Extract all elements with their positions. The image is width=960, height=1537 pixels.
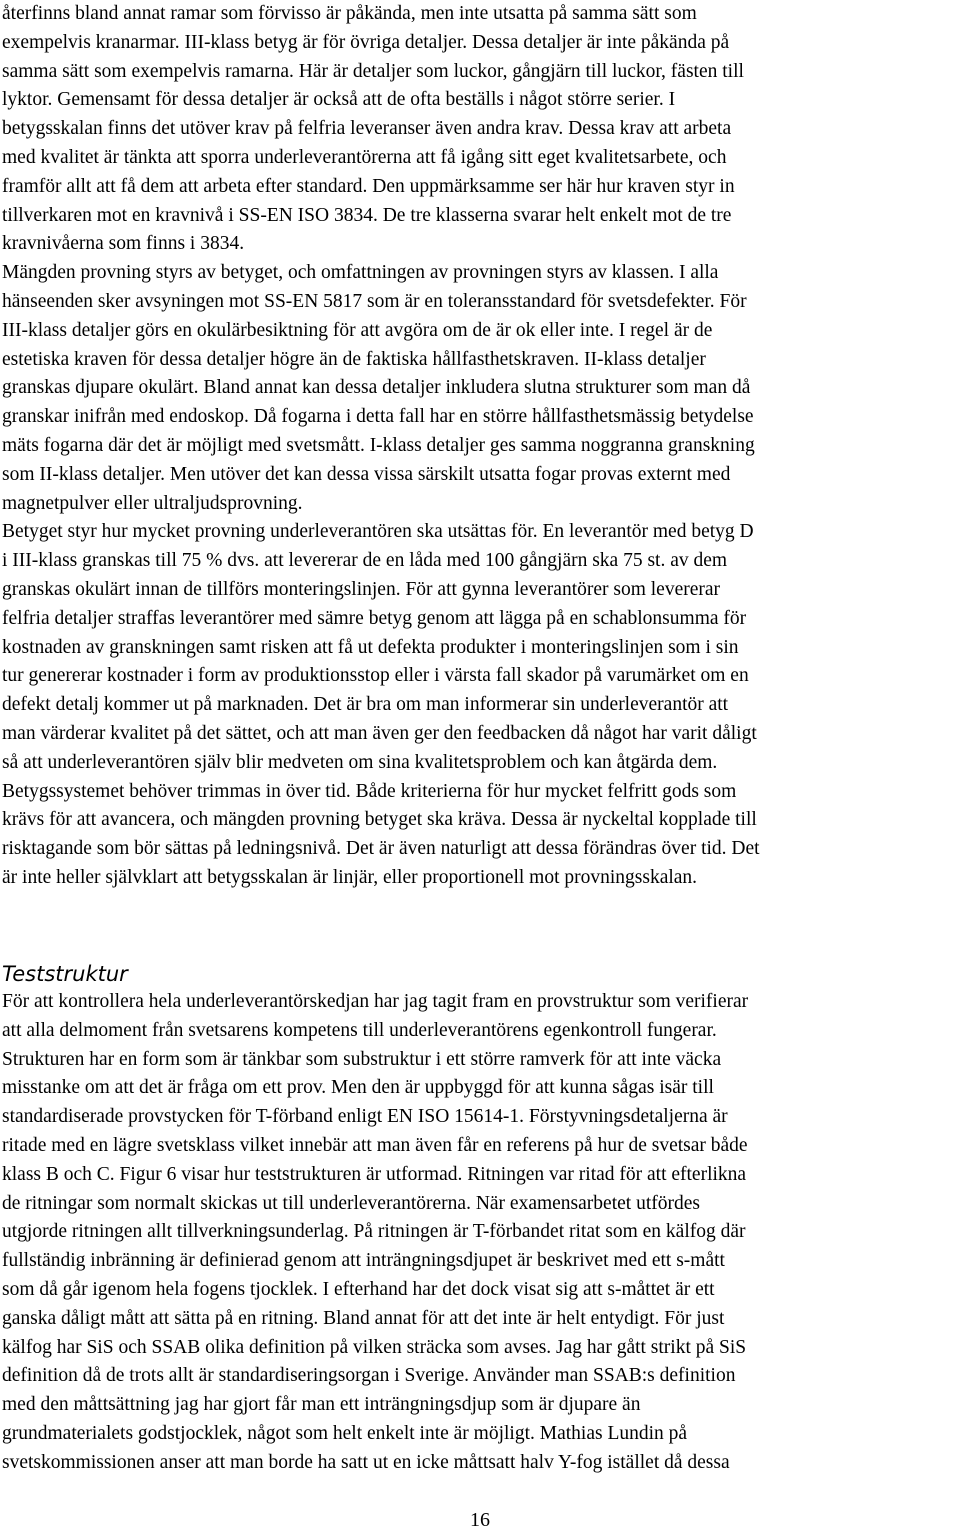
text-line: krävs för att avancera, och mängden provning betyget ska kräva. Dessa är nyckeltal kopplade till [2,809,757,831]
text-line: utgjorde ritningen allt tillverkningsunderlag. På ritningen är T-förbandet ritat som en kälfog där [2,1221,746,1243]
text-line: felfria detaljer straffas leverantörer med sämre betyg genom att lägga på en schablonsumma för [2,607,747,629]
text-line: betygsskalan finns det utöver krav på felfria leveranser även andra krav. Dessa krav att arbeta [2,118,732,140]
text-line: fullständig inbränning är definierad genom att inträngningsdjupet är beskrivet med ett s-mått [2,1250,725,1272]
text-line: man värderar kvalitet på det sättet, och att man även ger den feedbacken då något har varit dåligt [2,722,757,744]
text-line: samma sätt som exempelvis ramarna. Här är detaljer som luckor, gångjärn till luckor, fästen till [2,60,744,82]
text-line: granskas okulärt innan de tillförs monteringslinjen. För att gynna leverantörer som levererar [2,578,721,600]
text-line: mäts fogarna där det är möjligt med svetsmått. I-klass detaljer ges samma noggranna granskning [2,434,755,456]
text-line: de ritningar som normalt skickas ut till underleverantörerna. När examensarbetet utfördes [2,1192,700,1214]
text-line: Strukturen har en form som är tänkbar som substruktur i ett större ramverk för att inte väcka [2,1048,722,1070]
text-line: hänseenden sker avsyningen mot SS-EN 5817 som är en toleransstandard för svetsdefekter. För [2,290,747,312]
text-line: som då går igenom hela fogens tjocklek. I efterhand har det dock visat sig att s-måttet är ett [2,1278,715,1300]
body-text-section-2 [2,988,956,1478]
text-line: estetiska kraven för dessa detaljer högre än de faktiska hållfasthetskraven. II-klass detaljer [2,348,706,370]
text-line: kälfog har SiS och SSAB olika definition på vilken sträcka som avses. Jag har gått strikt på SiS [2,1336,747,1358]
text-line: är inte heller självklart att betygsskalan är linjär, eller proportionell mot provningsskalan. [2,866,698,888]
text-line: återfinns bland annat ramar som förvisso är påkända, men inte utsatta på samma sätt som [2,3,697,24]
text-line: klass B och C. Figur 6 visar hur teststrukturen är utformad. Ritningen var ritad för att efterlikna [2,1163,747,1185]
text-line: misstanke om att det är fråga om ett prov. Men den är uppbyggd för att kunna sågas isär till [2,1077,714,1099]
text-line: granskas djupare okulärt. Bland annat kan dessa detaljer inkludera slutna strukturer som man då [2,377,751,399]
text-line: III-klass detaljer görs en okulärbesiktning för att avgöra om de är ok eller inte. I regel är de [2,319,713,341]
text-line: att alla delmoment från svetsarens kompetens till underleverantörens egenkontroll fungerar. [2,1019,717,1041]
text-line: med kvalitet är tänkta att sporra underleverantörerna att få igång sitt eget kvalitetsarbete, och [2,146,727,168]
text-line: defekt detalj kommer ut på marknaden. Det är bra om man informerar sin underleverantör att [2,694,729,716]
text-line: kostnaden av granskningen samt risken att få ut defekta produkter i monteringslinjen som i sin [2,636,739,658]
text-line: exempelvis kranarmar. III-klass betyg är för övriga detaljer. Dessa detaljer är inte påkända på [2,31,730,53]
text-line: med den måttsättning jag har gjort får man ett inträngningsdjup som är djupare än [2,1394,641,1416]
text-line: lyktor. Gemensamt för dessa detaljer är också att de ofta beställs i något större serier. I [2,89,676,111]
text-line: svetskommissionen anser att man borde ha satt ut en icke måttsatt halv Y-fog istället då dessa [2,1451,730,1473]
text-line: magnetpulver eller ultraljudsprovning. [2,492,303,514]
body-text-section-1 [2,0,956,893]
text-line: risktagande som bör sättas på ledningsnivå. Det är även naturligt att dessa förändras över tid. Det [2,838,760,860]
text-line: Betygssystemet behöver trimmas in över tid. Både kriterierna för hur mycket felfritt gods som [2,780,737,802]
section-heading: Teststruktur [2,962,128,986]
text-line: standardiserade provstycken för T-förband enligt EN ISO 15614-1. Förstyvningsdetaljerna är [2,1106,728,1128]
page-number: 16 [470,1509,490,1531]
text-line: kravnivåerna som finns i 3834. [2,233,245,255]
text-line: i III-klass granskas till 75 % dvs. att levererar de en låda med 100 gångjärn ska 75 st. av dem [2,550,728,572]
text-line: tur genererar kostnader i form av produktionsstop eller i värsta fall skador på varumärket om en [2,665,749,687]
text-line: Mängden provning styrs av betyget, och omfattningen av provningen styrs av klassen. I alla [2,262,719,284]
text-line: grundmaterialets godstjocklek, något som helt enkelt inte är möjligt. Mathias Lundin på [2,1422,688,1444]
text-line: så att underleverantören själv blir medveten om sina kvalitetsproblem och kan åtgärda dem. [2,751,718,773]
text-line: För att kontrollera hela underleverantörskedjan har jag tagit fram en provstruktur som verifierar [2,991,749,1012]
text-line: granskar inifrån med endoskop. Då fogarna i detta fall har en större hållfasthetsmässig betydelse [2,406,754,428]
text-line: framför allt att få dem att arbeta efter standard. Den uppmärksamme ser här hur kraven styr in [2,175,735,197]
text-line: ritade med en lägre svetsklass vilket innebär att man även får en referens på hur de svetsar både [2,1134,748,1156]
text-line: ganska dåligt mått att sätta på en ritning. Bland annat för att det inte är helt entydigt. För just [2,1307,725,1329]
text-line: tillverkaren mot en kravnivå i SS-EN ISO 3834. De tre klasserna svarar helt enkelt mot de tre [2,204,732,226]
text-line: definition då de trots allt är standardiseringsorgan i Sverige. Använder man SSAB:s definition [2,1365,736,1387]
text-line: som II-klass detaljer. Men utöver det kan dessa vissa särskilt utsatta fogar provas externt med [2,463,731,485]
text-line: Betyget styr hur mycket provning underleverantören ska utsättas för. En leverantör med betyg D [2,521,754,543]
